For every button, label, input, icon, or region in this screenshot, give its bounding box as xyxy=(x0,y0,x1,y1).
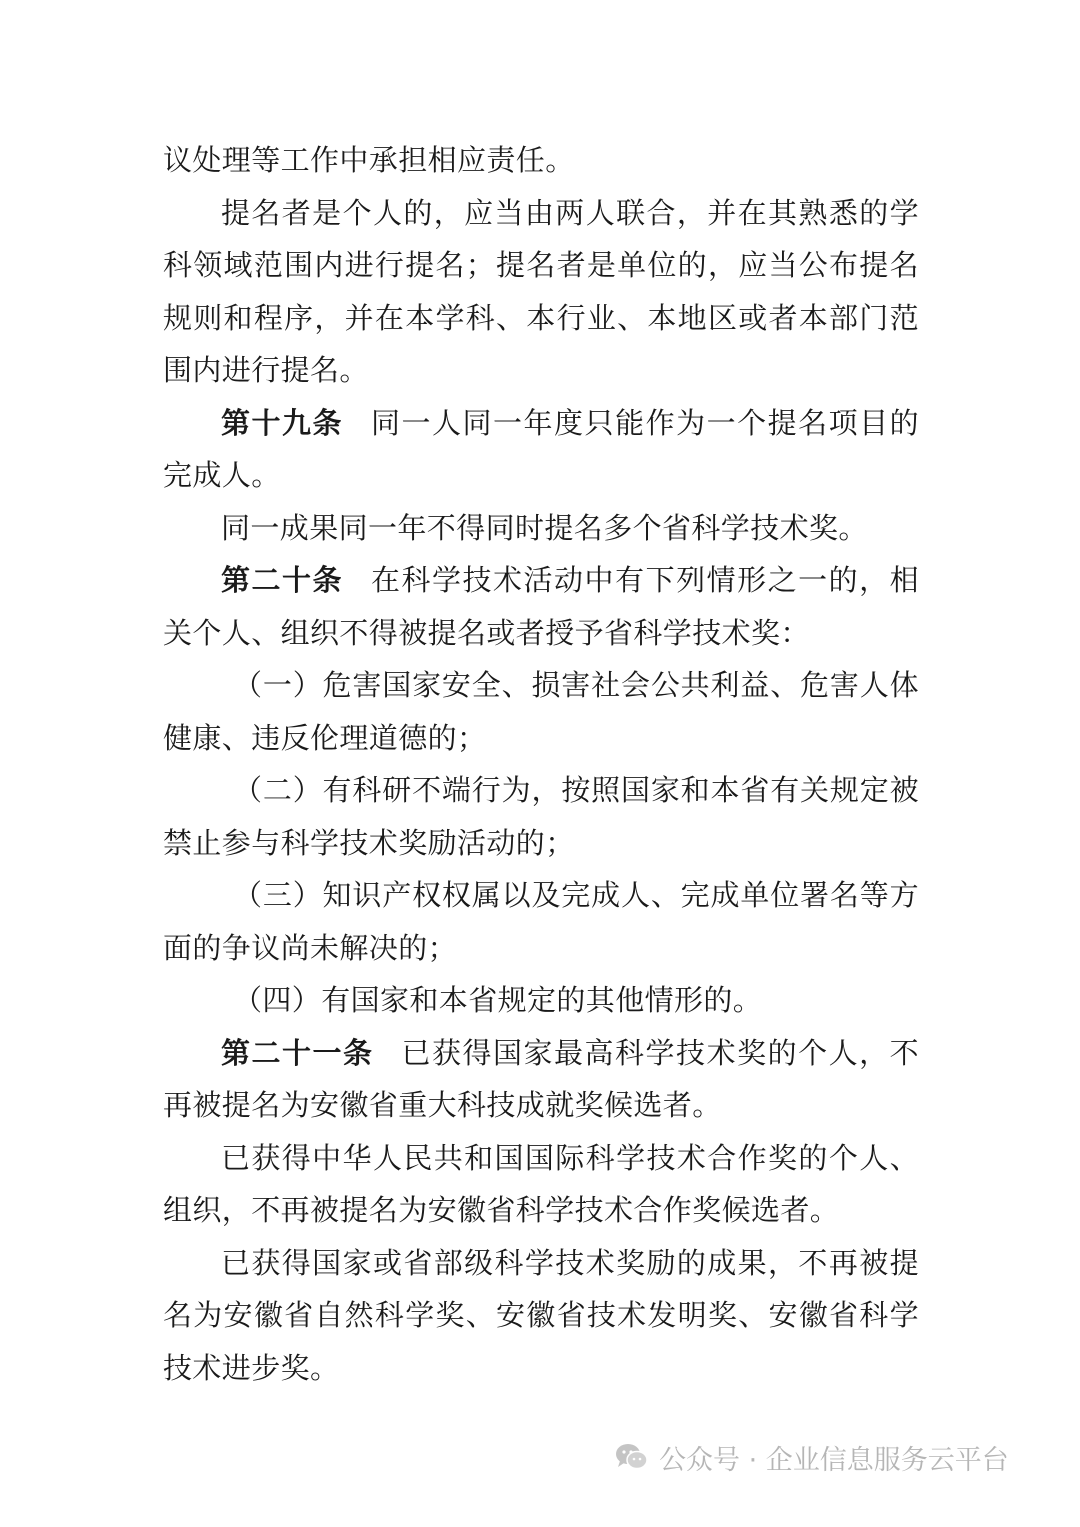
watermark xyxy=(615,1433,1009,1481)
paragraph-text: 同一成果同一年不得同时提名多个省科学技术奖。 xyxy=(221,510,868,545)
paragraph-text: 提名者是个人的，应当由两人联合，并在其熟悉的学科领域范围内进行提名；提名者是单位的，应当公布提名规则和程序，并在本学科、本行业、本地区或者本部门范围内进行提名。 xyxy=(163,195,919,387)
article-19 xyxy=(163,397,919,502)
paragraph-text: 在科学技术活动中有下列情形之一的，相关个人、组织不得被提名或者授予省科学技术奖： xyxy=(163,563,920,650)
list-item-2 xyxy=(163,764,919,869)
list-item-text: （一）危害国家安全、损害社会公共利益、危害人体健康、违反伦理道德的； xyxy=(163,668,919,755)
paragraph-11 xyxy=(163,1132,919,1237)
article-21 xyxy=(163,1027,919,1132)
paragraph-text: 已获得国家最高科学技术奖的个人，不再被提名为安徽省重大科技成就奖候选者。 xyxy=(163,1035,919,1122)
list-item-4 xyxy=(163,974,919,1027)
paragraph-1 xyxy=(163,134,919,187)
paragraph-4 xyxy=(163,502,919,555)
paragraph-2 xyxy=(163,187,919,397)
article-number: 第十九条 xyxy=(221,405,344,440)
list-item-text: （三）知识产权权属以及完成人、完成单位署名等方面的争议尚未解决的； xyxy=(163,878,919,965)
document-body xyxy=(163,134,919,1394)
article-number: 第二十一条 xyxy=(221,1035,374,1070)
list-item-text: （二）有科研不端行为，按照国家和本省有关规定被禁止参与科学技术奖励活动的； xyxy=(163,773,919,860)
list-item-text: （四）有国家和本省规定的其他情形的。 xyxy=(233,983,763,1017)
paragraph-12 xyxy=(163,1237,919,1395)
list-item-3 xyxy=(163,869,919,974)
paragraph-text: 同一人同一年度只能作为一个提名项目的完成人。 xyxy=(163,405,920,492)
watermark-text: 公众号 · 企业信息服务云平台 xyxy=(659,1444,1009,1476)
article-20 xyxy=(163,554,919,659)
wechat-icon xyxy=(615,1442,649,1472)
paragraph-text: 已获得国家或省部级科学技术奖励的成果，不再被提名为安徽省自然科学奖、安徽省技术发明奖、安徽省科学技术进步奖。 xyxy=(163,1245,919,1385)
list-item-1 xyxy=(163,659,919,764)
paragraph-text: 议处理等工作中承担相应责任。 xyxy=(163,143,575,177)
article-number: 第二十条 xyxy=(221,563,344,597)
paragraph-text: 已获得中华人民共和国国际科学技术合作奖的个人、组织，不再被提名为安徽省科学技术合作奖候选者。 xyxy=(163,1140,919,1227)
